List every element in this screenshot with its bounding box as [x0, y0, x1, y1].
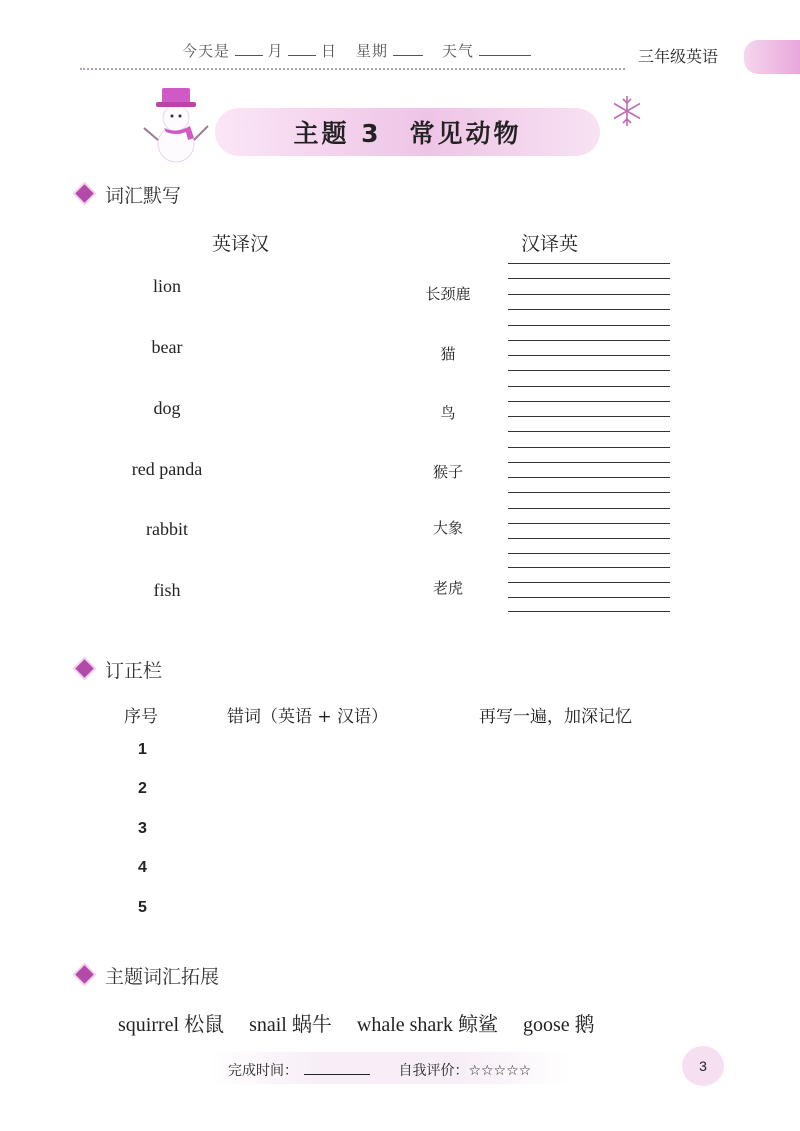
cn-word: 猴子	[432, 463, 463, 481]
cn-word: 鸟	[440, 404, 456, 422]
writing-line[interactable]	[508, 294, 670, 295]
weather-blank[interactable]	[479, 44, 531, 56]
grade-label: 三年级英语	[638, 47, 719, 66]
writing-line[interactable]	[508, 278, 670, 279]
time-blank[interactable]	[304, 1074, 370, 1075]
extension-section-header	[78, 962, 219, 989]
cn-word: 猫	[440, 345, 456, 363]
extension-item: whale shark 鲸鲨	[356, 1014, 498, 1036]
writing-line[interactable]	[508, 309, 670, 310]
page-title: 主题 3 常见动物	[293, 119, 522, 148]
en-word: lion	[152, 276, 181, 296]
weekday-blank[interactable]	[393, 44, 423, 56]
cn-word: 长颈鹿	[425, 285, 471, 303]
writing-line[interactable]	[508, 370, 670, 371]
today-label: 今天是	[182, 44, 231, 60]
en-word: dog	[153, 398, 181, 418]
writing-line[interactable]	[508, 492, 670, 493]
en-word: fish	[153, 580, 181, 600]
grade-tab	[628, 40, 800, 74]
writing-line[interactable]	[508, 386, 670, 387]
date-weather-line	[182, 40, 531, 61]
day-label: 日	[321, 44, 338, 60]
row-number: 2	[138, 780, 147, 797]
col-wrong-label: 错词（英语 + 汉语）	[227, 707, 389, 727]
writing-line[interactable]	[508, 523, 670, 524]
extension-item: squirrel 松鼠	[118, 1014, 225, 1036]
time-label: 完成时间：	[228, 1063, 298, 1079]
extension-words	[118, 1008, 615, 1037]
month-blank[interactable]	[235, 44, 263, 56]
writing-line[interactable]	[508, 325, 670, 326]
cn-word: 老虎	[432, 579, 463, 597]
weekday-label: 星期	[356, 44, 389, 60]
writing-line[interactable]	[508, 340, 670, 341]
row-number: 3	[138, 820, 147, 837]
writing-line[interactable]	[508, 355, 670, 356]
en-word: bear	[151, 337, 183, 357]
correction-section-header	[78, 656, 162, 683]
snowman-icon	[138, 82, 212, 164]
writing-line[interactable]	[508, 401, 670, 402]
writing-line[interactable]	[508, 447, 670, 448]
grade-tab-accent	[744, 40, 800, 74]
en-word: rabbit	[146, 519, 188, 539]
extension-item: snail 蜗牛	[249, 1014, 332, 1036]
cn-to-en-label: 汉译英	[521, 233, 579, 255]
day-blank[interactable]	[288, 44, 316, 56]
writing-line[interactable]	[508, 553, 670, 554]
vocab-section-header	[78, 181, 181, 208]
vocab-heading: 词汇默写	[105, 185, 182, 207]
row-number: 4	[138, 859, 147, 876]
rating-stars[interactable]: ☆☆☆☆☆	[468, 1063, 532, 1079]
writing-line[interactable]	[508, 597, 670, 598]
writing-line[interactable]	[508, 582, 670, 583]
en-word: red panda	[131, 459, 203, 479]
en-to-cn-label: 英译汉	[212, 233, 270, 255]
writing-line[interactable]	[508, 508, 670, 509]
diamond-bullet-icon	[75, 184, 93, 202]
writing-line[interactable]	[508, 477, 670, 478]
eval-label: 自我评价：	[398, 1063, 469, 1079]
extension-item: goose 鹅	[522, 1014, 595, 1036]
page-number: 3	[682, 1046, 724, 1086]
row-number: 5	[138, 899, 147, 916]
writing-line[interactable]	[508, 567, 670, 568]
diamond-bullet-icon	[75, 659, 93, 677]
writing-line[interactable]	[508, 611, 670, 612]
weather-label: 天气	[441, 44, 474, 60]
footer	[228, 1060, 531, 1080]
extension-heading: 主题词汇拓展	[105, 966, 220, 988]
writing-line[interactable]	[508, 462, 670, 463]
header-divider	[80, 68, 625, 70]
col-rewrite-label: 再写一遍，加深记忆	[479, 707, 632, 727]
col-index-label: 序号	[124, 707, 158, 727]
writing-line[interactable]	[508, 538, 670, 539]
month-label: 月	[267, 44, 284, 60]
writing-line[interactable]	[508, 431, 670, 432]
writing-line[interactable]	[508, 263, 670, 264]
correction-heading: 订正栏	[105, 660, 163, 682]
diamond-bullet-icon	[75, 965, 93, 983]
cn-word: 大象	[432, 519, 463, 537]
writing-line[interactable]	[508, 416, 670, 417]
snowflake-icon	[610, 94, 644, 128]
row-number: 1	[138, 741, 147, 758]
